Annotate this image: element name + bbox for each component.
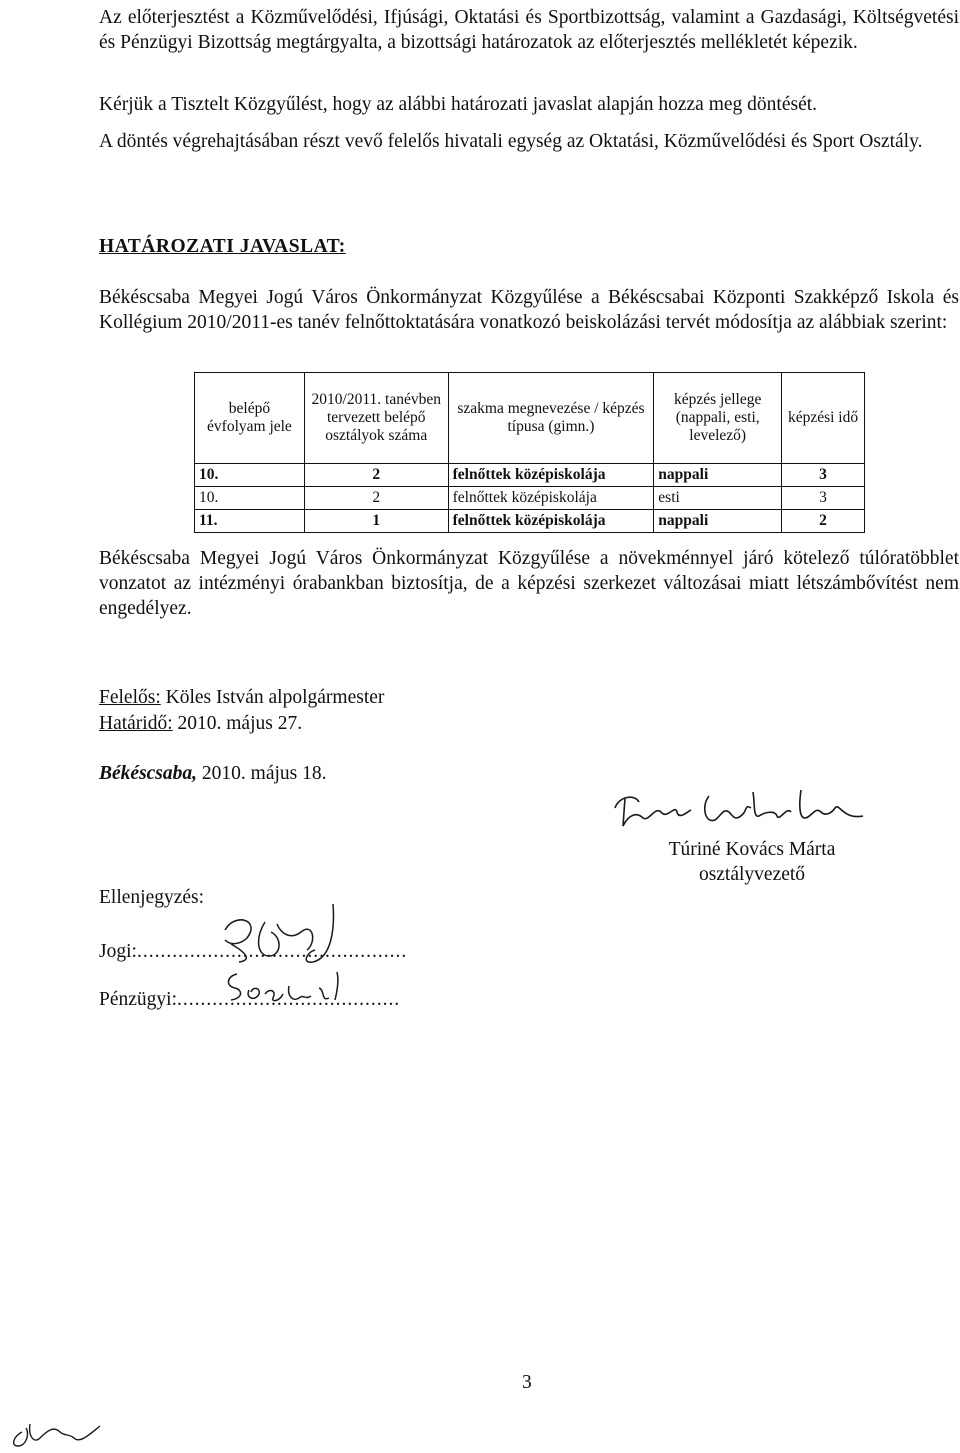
cell-class-count: 2 — [304, 464, 448, 487]
proposal-text: Békéscsaba Megyei Jogú Város Önkormányzat Közgyűlése a Békéscsabai Központi Szakképző Iskola és Kollégium 2010/2011-es tanév felnőttoktatására vonatkozó beiskolázási tervét módosítja az alábbiak szerint: — [99, 287, 959, 333]
finance-dots: ...................................... — [177, 989, 401, 1010]
table-header-row — [195, 373, 865, 464]
cell-profession: felnőttek középiskolája — [448, 510, 654, 533]
cell-duration: 3 — [782, 487, 865, 510]
cell-training-type: nappali — [654, 464, 782, 487]
finance-signature — [215, 968, 355, 1008]
table-row — [195, 487, 865, 510]
header-duration: képzési idő — [782, 373, 865, 464]
signatory-name: Túriné Kovács Márta — [668, 839, 836, 860]
responsible-label: Felelős: — [99, 687, 161, 708]
cell-duration: 2 — [782, 510, 865, 533]
place-date-line — [99, 762, 327, 786]
cell-training-type: esti — [654, 487, 782, 510]
intro-paragraph-responsible-unit: A döntés végrehajtásában részt vevő felelős hivatali egység az Oktatási, Közművelődési és Sport Osztály. — [99, 131, 923, 152]
initials-signature — [0, 1408, 110, 1453]
responsible-line — [99, 686, 384, 710]
enrollment-table — [194, 372, 865, 533]
cell-duration: 3 — [782, 464, 865, 487]
table-row — [195, 464, 865, 487]
cell-class-count: 2 — [304, 487, 448, 510]
cell-grade: 11. — [195, 510, 305, 533]
header-profession: szakma megnevezése / képzés típusa (gimn.) — [448, 373, 654, 464]
finance-label: Pénzügyi: — [99, 989, 177, 1010]
deadline-label: Határidő: — [99, 713, 173, 734]
countersign-label: Ellenjegyzés: — [99, 887, 205, 908]
cell-grade: 10. — [195, 464, 305, 487]
legal-dots: .............................................. — [136, 941, 408, 962]
page-number: 3 — [522, 1372, 532, 1393]
signatory-title: osztályvezető — [698, 864, 806, 885]
cell-profession: felnőttek középiskolája — [448, 487, 654, 510]
cell-profession: felnőttek középiskolája — [448, 464, 654, 487]
cell-class-count: 1 — [304, 510, 448, 533]
intro-paragraph-request: Kérjük a Tisztelt Közgyűlést, hogy az alábbi határozati javaslat alapján hozza meg döntését. — [99, 94, 818, 115]
proposal-heading: HATÁROZATI JAVASLAT: — [99, 236, 346, 257]
cell-grade: 10. — [195, 487, 305, 510]
legal-label: Jogi: — [99, 941, 137, 962]
head-signature — [605, 782, 885, 832]
cell-training-type: nappali — [654, 510, 782, 533]
responsible-value: Köles István alpolgármester — [160, 687, 385, 708]
table-row — [195, 510, 865, 533]
header-training-type: képzés jellege (nappali, esti, levelező) — [654, 373, 782, 464]
place-city: Békéscsaba, — [99, 763, 198, 784]
decision-text: Békéscsaba Megyei Jogú Város Önkormányzat Közgyűlése a növekménnyel járó kötelező túlóratöbblet vonzatot az intézményi órabankban biztosítja, de a képzési szerkezet változásai miatt létszámbővítést nem engedélyez. — [99, 548, 959, 619]
header-class-count: 2010/2011. tanévben tervezett belépő osztályok száma — [304, 373, 448, 464]
deadline-value: 2010. május 27. — [172, 713, 303, 734]
place-date: 2010. május 18. — [197, 763, 327, 784]
intro-paragraph-committees: Az előterjesztést a Közművelődési, Ifjúsági, Oktatási és Sportbizottság, valamint a Gazdasági, Költségvetési és Pénzügyi Bizottság megtárgyalta, a bizottsági határozatok az előterjesztés mellékletét képezik. — [99, 7, 959, 53]
header-grade: belépő évfolyam jele — [195, 373, 305, 464]
deadline-line — [99, 712, 302, 736]
